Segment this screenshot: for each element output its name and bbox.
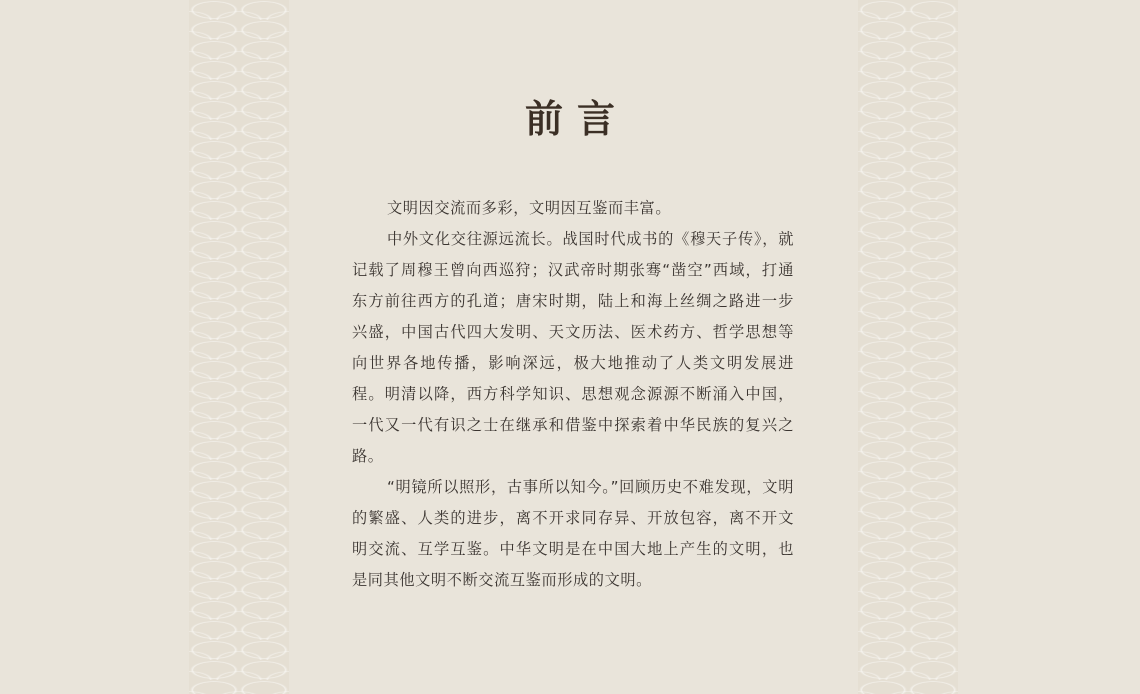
paragraph-2: 中外文化交往源远流长。战国时代成书的《穆天子传》，就记载了周穆王曾向西巡狩；汉武帝时期张骞“凿空”西域，打通东方前往西方的孔道；唐宋时期，陆上和海上丝绸之路进一步兴盛，中国古代四大发明、天文历法、医术药方、哲学思想等向世界各地传播，影响深远，极大地推动了人类文明发展进程。明清以降，西方科学知识、思想观念源源不断涌入中国，一代又一代有识之士在继承和借鉴中探索着中华民族的复兴之路。 xyxy=(352,230,794,465)
paragraph-1: 文明因交流而多彩，文明因互鉴而丰富。 xyxy=(386,199,672,217)
preface-body xyxy=(352,193,794,596)
page-title: 前言 xyxy=(524,96,629,141)
paragraph-3: “明镜所以照形，古事所以知今。”回顾历史不难发现，文明的繁盛、人类的进步，离不开求同存异、开放包容，离不开文明交流、互学互鉴。中华文明是在中国大地上产生的文明，也是同其他文明不断交流互鉴而形成的文明。 xyxy=(352,478,794,589)
